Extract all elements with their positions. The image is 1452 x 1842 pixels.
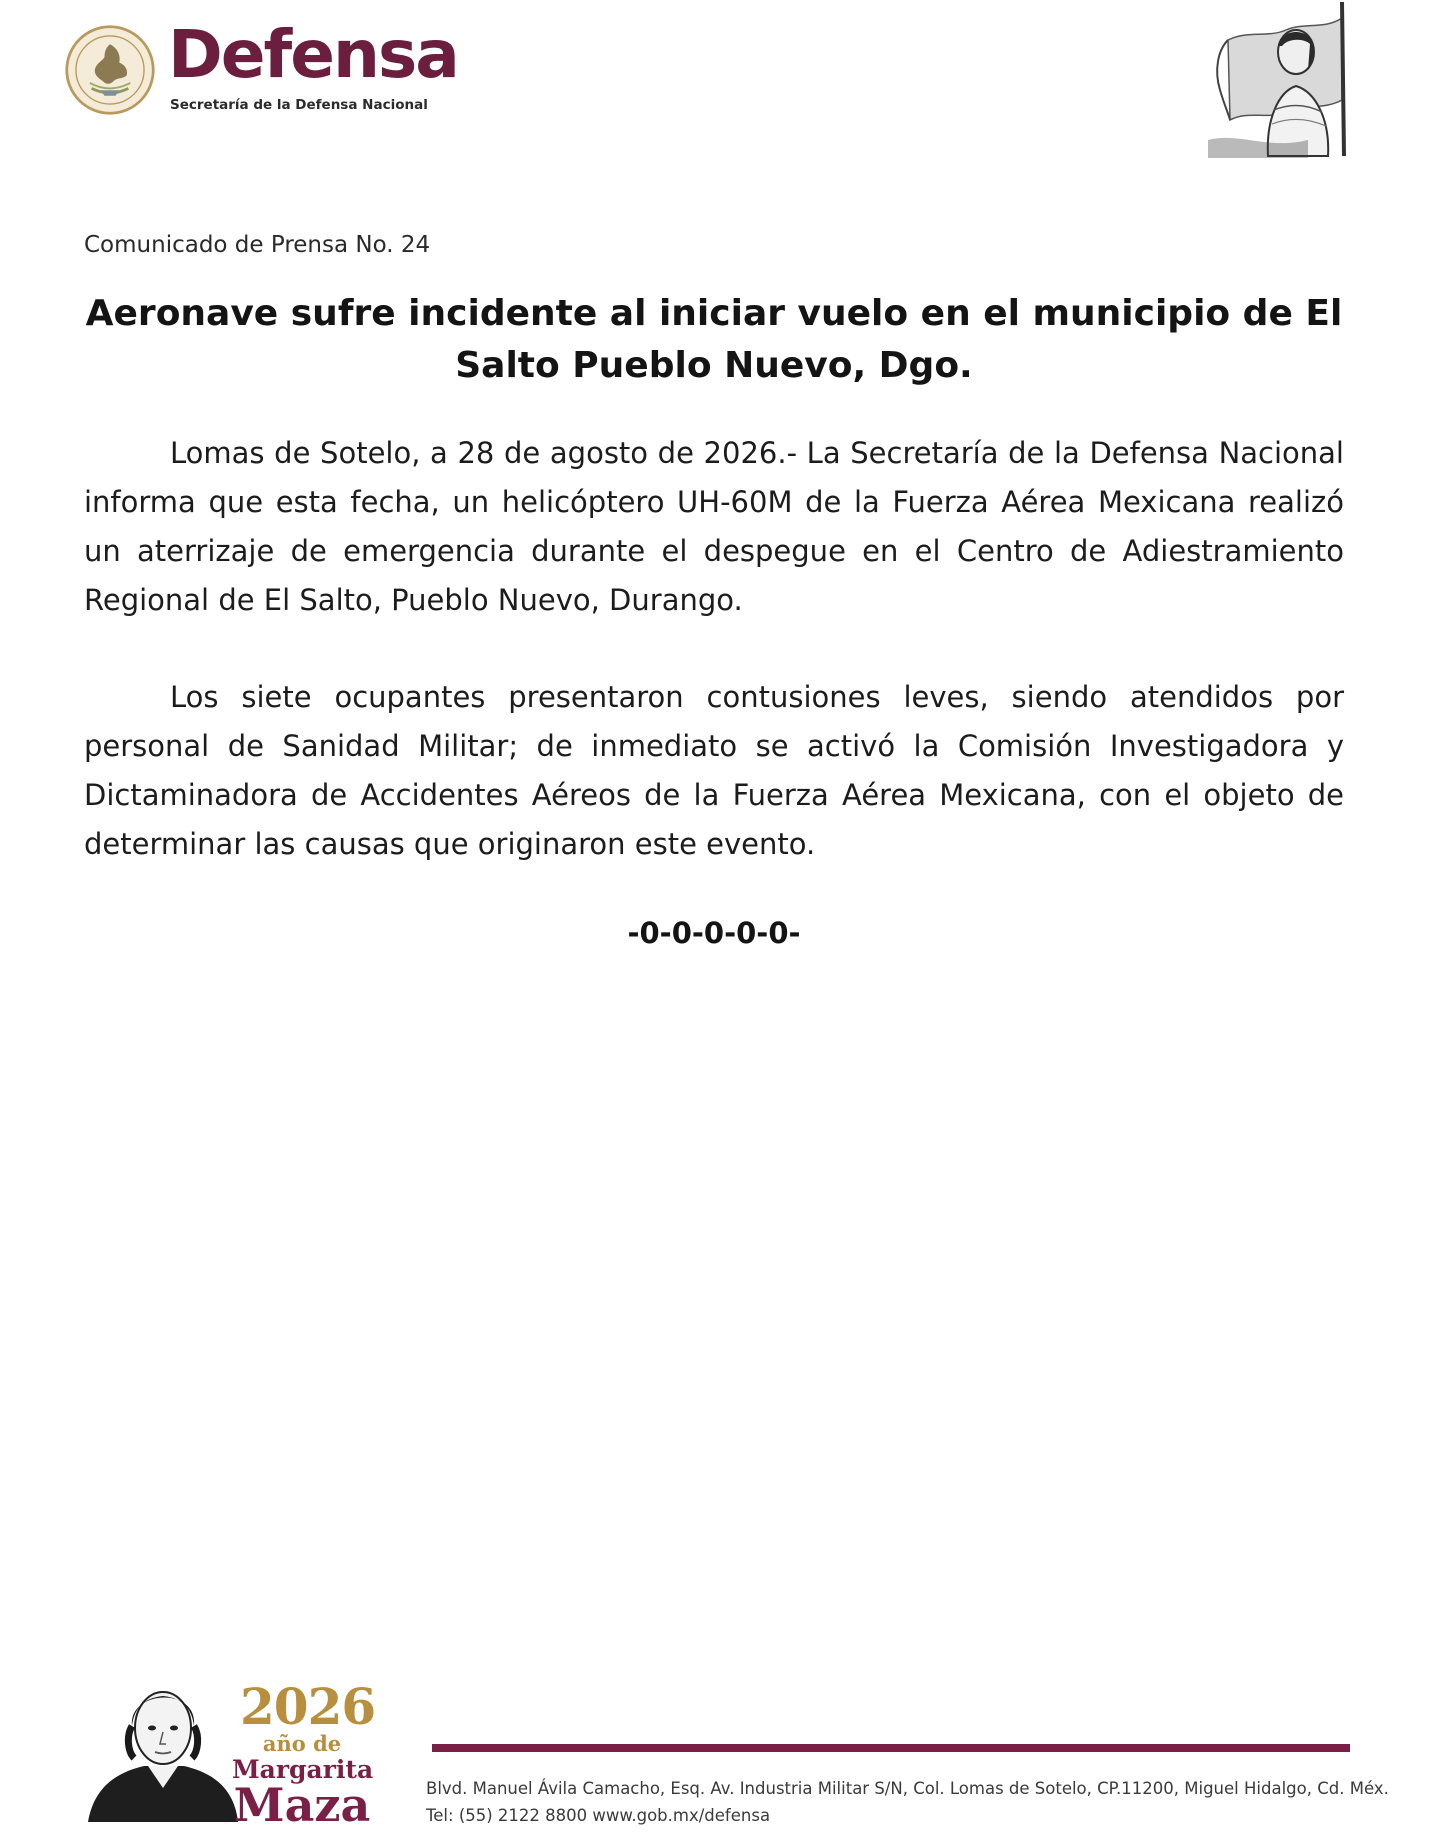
mexican-coat-of-arms-seal-icon — [64, 24, 156, 116]
commemorative-year-subtitle: año de — [262, 1731, 342, 1756]
brand-subtitle: Secretaría de la Defensa Nacional — [170, 97, 428, 113]
commemorative-name-last: Maza — [233, 1778, 371, 1832]
footer-address: Blvd. Manuel Ávila Camacho, Esq. Av. Industria Militar S/N, Col. Lomas de Sotelo, CP.11200, Miguel Hidalgo, Cd. Méx. — [426, 1779, 1389, 1798]
footer-contact: Tel: (55) 2122 8800 www.gob.mx/defensa — [426, 1806, 771, 1825]
closing-mark: -0-0-0-0-0- — [627, 916, 801, 950]
press-release-number: Comunicado de Prensa No. 24 — [84, 232, 431, 258]
brand-title: Defensa — [168, 16, 458, 93]
body-paragraph-1: Lomas de Sotelo, a 28 de agosto de 2026.- La Secretaría de la Defensa Nacional informa que esta fecha, un helicóptero UH-60M de la Fuerza Aérea Mexicana realizó un aterrizaje de emergencia durante el despegue en el Centro de Adiestramiento Regional de El Salto, Pueblo Nuevo, Durango. — [84, 436, 1344, 617]
commemorative-name-first: Margarita — [232, 1755, 374, 1784]
headline: Aeronave sufre incidente al iniciar vuelo en el municipio de El Salto Pueblo Nuevo, Dgo. — [85, 293, 1343, 386]
margarita-maza-portrait-icon — [88, 1666, 238, 1822]
commemorative-year: 2026 — [240, 1677, 376, 1736]
body-paragraph-2: Los siete ocupantes presentaron contusiones leves, siendo atendidos por personal de Sanidad Militar; de inmediato se activó la Comisión Investigadora y Dictaminadora de Accidentes Aéreos de la Fuerza Aérea Mexicana, con el objeto de determinar las causas que originaron este evento. — [84, 680, 1344, 861]
woman-with-flag-illustration-icon — [1208, 0, 1362, 158]
footer-divider — [432, 1744, 1350, 1752]
